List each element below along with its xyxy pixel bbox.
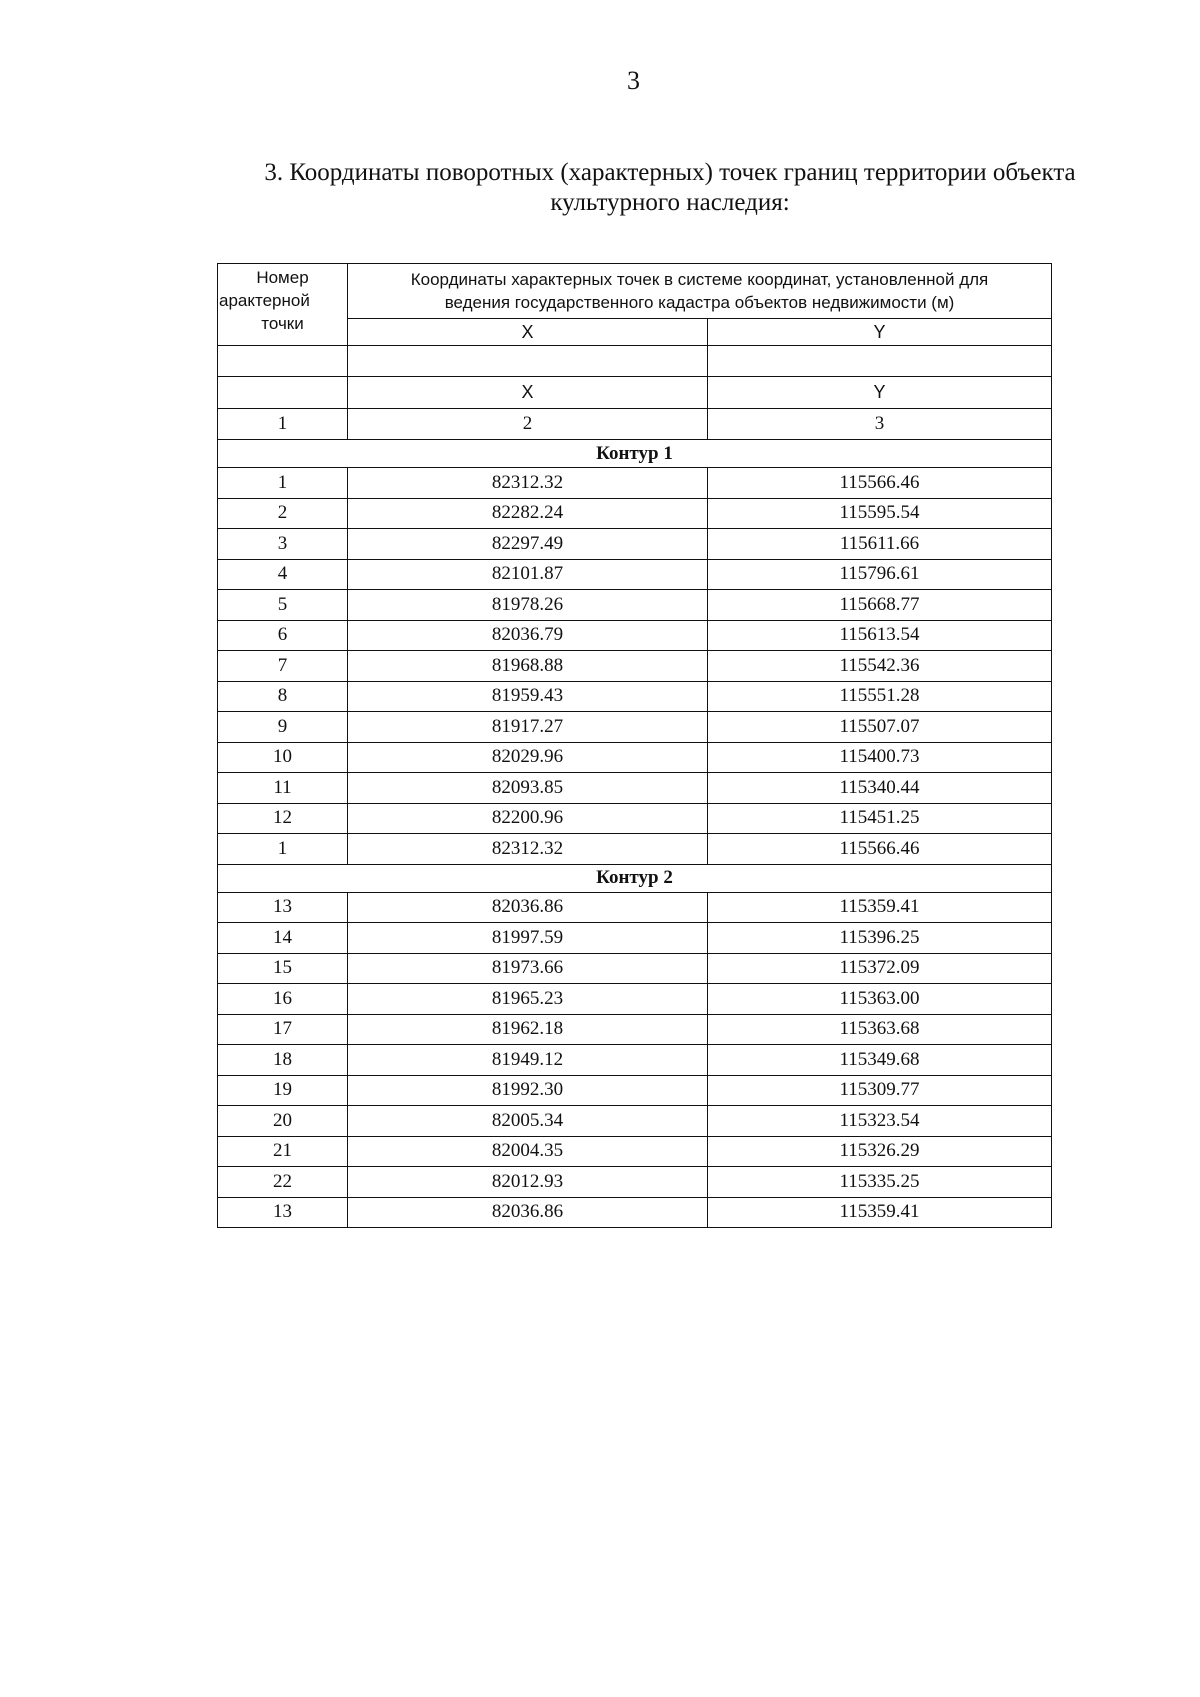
x-coordinate-cell: 82101.87 — [348, 559, 708, 590]
point-number-cell: 16 — [218, 984, 348, 1015]
table-row — [218, 1045, 1052, 1076]
y-coordinate-cell: 115326.29 — [708, 1136, 1052, 1167]
x-coordinate-cell: 82282.24 — [348, 498, 708, 529]
table-row — [218, 1167, 1052, 1198]
x-coordinate-cell: 81959.43 — [348, 681, 708, 712]
y-coordinate-cell: 115323.54 — [708, 1106, 1052, 1137]
coordinates-header — [348, 264, 1052, 319]
column-index-2: 2 — [348, 409, 708, 440]
x-coordinate-cell: 81965.23 — [348, 984, 708, 1015]
point-number-header-line-2: арактерной — [219, 291, 310, 310]
point-number-cell: 14 — [218, 923, 348, 954]
heading-line-2: культурного наследия: — [550, 189, 790, 216]
table-row — [218, 1197, 1052, 1228]
x-coordinate-cell: 82004.35 — [348, 1136, 708, 1167]
table-row — [218, 1106, 1052, 1137]
x-coordinate-cell: 81949.12 — [348, 1045, 708, 1076]
x-coordinate-cell: 81997.59 — [348, 923, 708, 954]
x-coordinate-cell: 82312.32 — [348, 468, 708, 499]
y-coordinate-cell: 115613.54 — [708, 620, 1052, 651]
table-row — [218, 468, 1052, 499]
x-coordinate-cell: 82029.96 — [348, 742, 708, 773]
contour-title-row — [218, 440, 1052, 468]
table-row — [218, 773, 1052, 804]
column-index-3: 3 — [708, 409, 1052, 440]
y-coordinate-cell: 115363.68 — [708, 1014, 1052, 1045]
section-heading — [260, 158, 1080, 218]
x-coordinate-cell: 82093.85 — [348, 773, 708, 804]
y-coordinate-cell: 115566.46 — [708, 468, 1052, 499]
point-number-cell: 4 — [218, 559, 348, 590]
point-number-cell: 15 — [218, 953, 348, 984]
coordinates-table — [217, 263, 1052, 1228]
contour-title: Контур 1 — [218, 440, 1052, 468]
x-coordinate-cell: 82312.32 — [348, 834, 708, 865]
table-row — [218, 1075, 1052, 1106]
point-number-cell: 20 — [218, 1106, 348, 1137]
table-row — [218, 590, 1052, 621]
table-row — [218, 529, 1052, 560]
point-number-cell: 2 — [218, 498, 348, 529]
y-coordinate-cell: 115340.44 — [708, 773, 1052, 804]
x-coordinate-cell: 82036.79 — [348, 620, 708, 651]
y-repeat-header: Y — [708, 377, 1052, 409]
blank-row — [218, 346, 1052, 377]
column-index-1: 1 — [218, 409, 348, 440]
y-coordinate-cell: 115595.54 — [708, 498, 1052, 529]
point-number-cell: 8 — [218, 681, 348, 712]
table-row — [218, 559, 1052, 590]
y-coordinate-cell: 115611.66 — [708, 529, 1052, 560]
table-row — [218, 651, 1052, 682]
y-coordinate-cell: 115372.09 — [708, 953, 1052, 984]
table-row — [218, 498, 1052, 529]
table-header-row — [218, 264, 1052, 319]
coordinates-header-line-1: Координаты характерных точек в системе координат, установленной для — [410, 270, 989, 289]
point-number-cell: 6 — [218, 620, 348, 651]
point-number-cell: 5 — [218, 590, 348, 621]
point-number-header-line-3: точки — [261, 314, 304, 333]
column-index-row — [218, 409, 1052, 440]
heading-line-1: 3. Координаты поворотных (характерных) точек границ территории объекта — [264, 159, 1076, 186]
point-number-header-line-1: Номер — [256, 268, 309, 287]
y-coordinate-cell: 115335.25 — [708, 1167, 1052, 1198]
y-column-header: Y — [708, 319, 1052, 346]
point-number-cell: 1 — [218, 834, 348, 865]
table-row — [218, 712, 1052, 743]
table-row — [218, 923, 1052, 954]
table-row — [218, 681, 1052, 712]
point-number-header — [218, 264, 348, 346]
point-number-cell: 18 — [218, 1045, 348, 1076]
blank-cell — [348, 346, 708, 377]
x-repeat-header: X — [348, 377, 708, 409]
blank-cell — [708, 346, 1052, 377]
coordinates-header-line-2: ведения государственного кадастра объектов недвижимости (м) — [444, 293, 955, 312]
point-number-cell: 3 — [218, 529, 348, 560]
x-coordinate-cell: 82200.96 — [348, 803, 708, 834]
point-number-cell: 12 — [218, 803, 348, 834]
y-coordinate-cell: 115400.73 — [708, 742, 1052, 773]
point-number-cell: 9 — [218, 712, 348, 743]
point-number-cell: 10 — [218, 742, 348, 773]
point-number-cell: 11 — [218, 773, 348, 804]
table-row — [218, 984, 1052, 1015]
y-coordinate-cell: 115363.00 — [708, 984, 1052, 1015]
x-column-header: X — [348, 319, 708, 346]
x-coordinate-cell: 81962.18 — [348, 1014, 708, 1045]
y-coordinate-cell: 115451.25 — [708, 803, 1052, 834]
table-row — [218, 834, 1052, 865]
point-number-cell: 19 — [218, 1075, 348, 1106]
x-coordinate-cell: 82012.93 — [348, 1167, 708, 1198]
x-coordinate-cell: 81968.88 — [348, 651, 708, 682]
table-row — [218, 1014, 1052, 1045]
point-number-cell: 13 — [218, 892, 348, 923]
x-coordinate-cell: 81973.66 — [348, 953, 708, 984]
y-coordinate-cell: 115566.46 — [708, 834, 1052, 865]
y-coordinate-cell: 115349.68 — [708, 1045, 1052, 1076]
contour-title-row — [218, 864, 1052, 892]
table-row — [218, 803, 1052, 834]
point-number-cell: 7 — [218, 651, 348, 682]
table-row — [218, 892, 1052, 923]
y-coordinate-cell: 115668.77 — [708, 590, 1052, 621]
y-coordinate-cell: 115551.28 — [708, 681, 1052, 712]
y-coordinate-cell: 115359.41 — [708, 892, 1052, 923]
table-row — [218, 742, 1052, 773]
y-coordinate-cell: 115542.36 — [708, 651, 1052, 682]
repeat-header-row — [218, 377, 1052, 409]
blank-cell — [218, 346, 348, 377]
y-coordinate-cell: 115507.07 — [708, 712, 1052, 743]
x-coordinate-cell: 82005.34 — [348, 1106, 708, 1137]
contour-title: Контур 2 — [218, 864, 1052, 892]
y-coordinate-cell: 115309.77 — [708, 1075, 1052, 1106]
y-coordinate-cell: 115796.61 — [708, 559, 1052, 590]
x-coordinate-cell: 81978.26 — [348, 590, 708, 621]
point-number-cell: 17 — [218, 1014, 348, 1045]
point-number-cell: 21 — [218, 1136, 348, 1167]
point-number-cell: 13 — [218, 1197, 348, 1228]
table-row — [218, 953, 1052, 984]
x-coordinate-cell: 82036.86 — [348, 1197, 708, 1228]
point-number-cell: 1 — [218, 468, 348, 499]
table-row — [218, 1136, 1052, 1167]
x-coordinate-cell: 81917.27 — [348, 712, 708, 743]
table-row — [218, 620, 1052, 651]
x-coordinate-cell: 82036.86 — [348, 892, 708, 923]
y-coordinate-cell: 115396.25 — [708, 923, 1052, 954]
x-coordinate-cell: 81992.30 — [348, 1075, 708, 1106]
blank-cell — [218, 377, 348, 409]
y-coordinate-cell: 115359.41 — [708, 1197, 1052, 1228]
page-number: 3 — [627, 66, 640, 95]
point-number-cell: 22 — [218, 1167, 348, 1198]
x-coordinate-cell: 82297.49 — [348, 529, 708, 560]
